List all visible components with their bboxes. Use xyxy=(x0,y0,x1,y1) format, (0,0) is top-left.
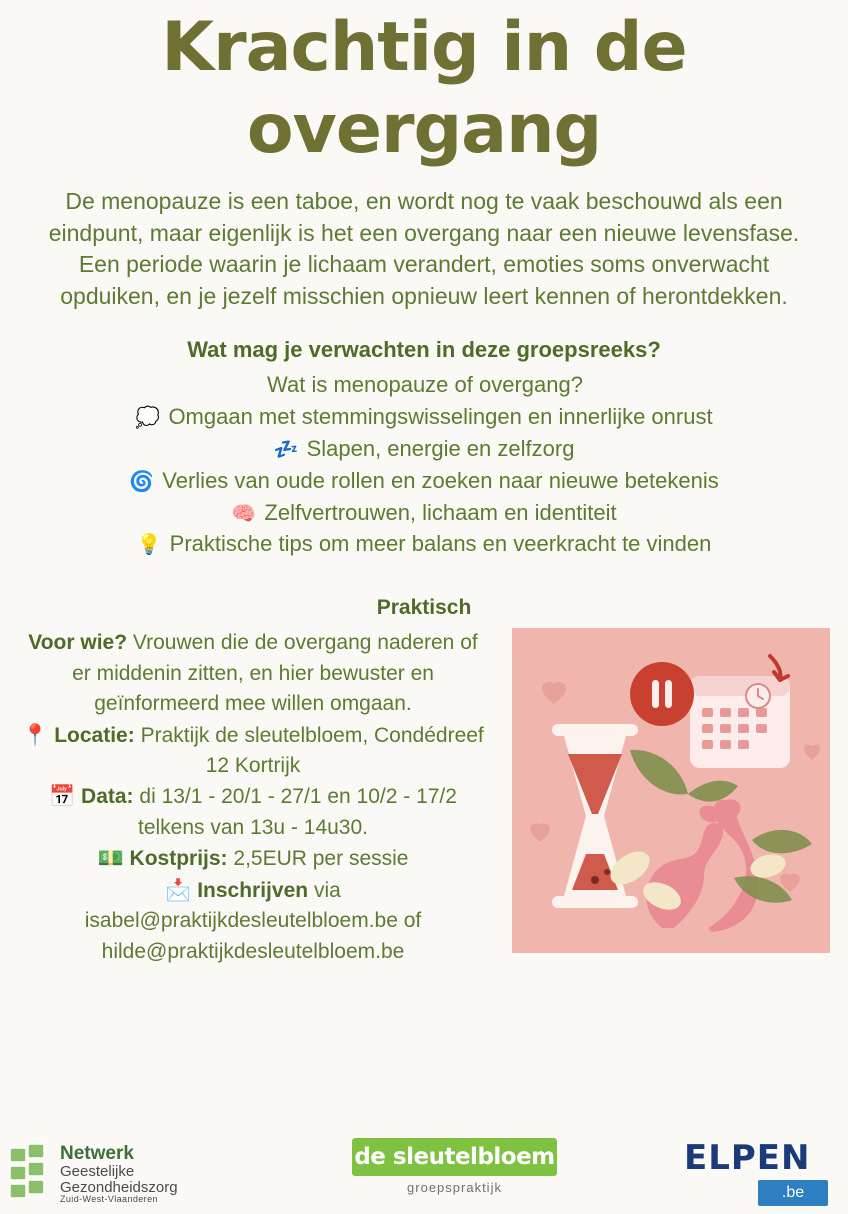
list-item-label: Wat is menopauze of overgang? xyxy=(267,371,583,397)
netwerk-line-4: Zuid-West-Vlaanderen xyxy=(60,1194,158,1205)
target-audience-text: Vrouwen die de overgang naderen of er middenin zitten, en hier bewuster en geïnformeerd mee willen omgaan. xyxy=(72,631,478,716)
logo-elpen xyxy=(684,1138,834,1204)
money-icon: 💵 xyxy=(97,846,124,871)
list-item-label: Zelfvertrouwen, lichaam en identiteit xyxy=(264,499,617,525)
price-line xyxy=(18,843,488,874)
sleutelbloem-name: de sleutelbloem xyxy=(352,1138,557,1176)
dates-text: di 13/1 - 20/1 - 27/1 en 10/2 - 17/2 telkens van 13u - 14u30. xyxy=(138,785,457,839)
netwerk-text xyxy=(60,1144,178,1205)
spiral-icon: 🌀 xyxy=(129,468,155,493)
target-audience-label: Voor wie? xyxy=(28,631,128,655)
lightbulb-icon: 💡 xyxy=(136,532,162,557)
map-pin-icon: 📍 xyxy=(22,722,49,747)
target-audience xyxy=(18,628,488,719)
email-line-2[interactable]: hilde@praktijkdesleutelbloem.be xyxy=(101,939,405,963)
practical-heading: Praktisch xyxy=(376,596,472,620)
dates-line xyxy=(18,781,488,843)
signup-line xyxy=(18,875,488,906)
list-item-label: Praktische tips om meer balans en veerkracht te vinden xyxy=(169,531,712,557)
list-item-label: Slapen, energie en zelfzorg xyxy=(306,435,575,461)
list-item xyxy=(18,433,830,465)
expectations-heading: Wat mag je verwachten in deze groepsreeks? xyxy=(187,336,661,362)
brain-icon: 🧠 xyxy=(231,500,257,525)
intro-paragraph: De menopauze is een taboe, en wordt nog te vaak beschouwd als een eindpunt, maar eigenlijk is het een overgang naar een nieuwe levensfase. Een periode waarin je lichaam verandert, emoties soms onverwacht opduiken, en je jezelf misschien opnieuw leert kennen of herontdekken. xyxy=(48,188,800,310)
title-line-2: overgang xyxy=(246,90,602,169)
netwerk-line-3: Gezondheidszorg xyxy=(60,1178,178,1196)
location-label: Locatie: xyxy=(54,723,135,747)
title-line-1: Krachtig in de xyxy=(161,8,687,87)
netwerk-line-2: Geestelijke xyxy=(60,1162,135,1180)
location-line xyxy=(18,720,488,782)
price-text: 2,5EUR per sessie xyxy=(233,847,409,871)
list-item xyxy=(18,465,830,497)
practical-text xyxy=(18,628,488,967)
price-label: Kostprijs: xyxy=(129,847,228,871)
thought-balloon-icon: 💭 xyxy=(135,404,161,429)
illustration-image xyxy=(512,628,830,953)
list-item xyxy=(18,369,830,401)
list-item xyxy=(18,401,830,433)
expectations-list xyxy=(18,369,830,560)
elpen-domain: .be xyxy=(758,1180,828,1206)
signup-label: Inschrijven xyxy=(197,878,309,902)
list-item-label: Omgaan met stemmingswisselingen en innerlijke onrust xyxy=(168,403,713,429)
sleutelbloem-subtitle: groepspraktijk xyxy=(407,1180,502,1195)
calendar-icon: 📅 xyxy=(49,784,76,809)
logo-netwerk-ggz xyxy=(8,1142,178,1206)
elpen-name: ELPEN xyxy=(684,1138,811,1178)
list-item xyxy=(18,528,830,560)
list-item xyxy=(18,497,830,529)
netwerk-line-1: Netwerk xyxy=(60,1143,134,1164)
logo-de-sleutelbloem xyxy=(352,1138,567,1200)
sleeping-zzz-icon: 💤 xyxy=(273,436,299,461)
page-title xyxy=(18,8,830,169)
envelope-icon: 📩 xyxy=(165,877,192,902)
practical-section xyxy=(18,628,830,967)
dates-label: Data: xyxy=(81,785,134,809)
poster xyxy=(0,8,848,1214)
signup-via: via xyxy=(313,878,341,902)
list-item-label: Verlies van oude rollen en zoeken naar nieuwe betekenis xyxy=(162,467,719,493)
location-text: Praktijk de sleutelbloem, Condédreef 12 Kortrijk xyxy=(140,723,484,778)
email-line-1[interactable]: isabel@praktijkdesleutelbloem.be of xyxy=(84,909,422,933)
